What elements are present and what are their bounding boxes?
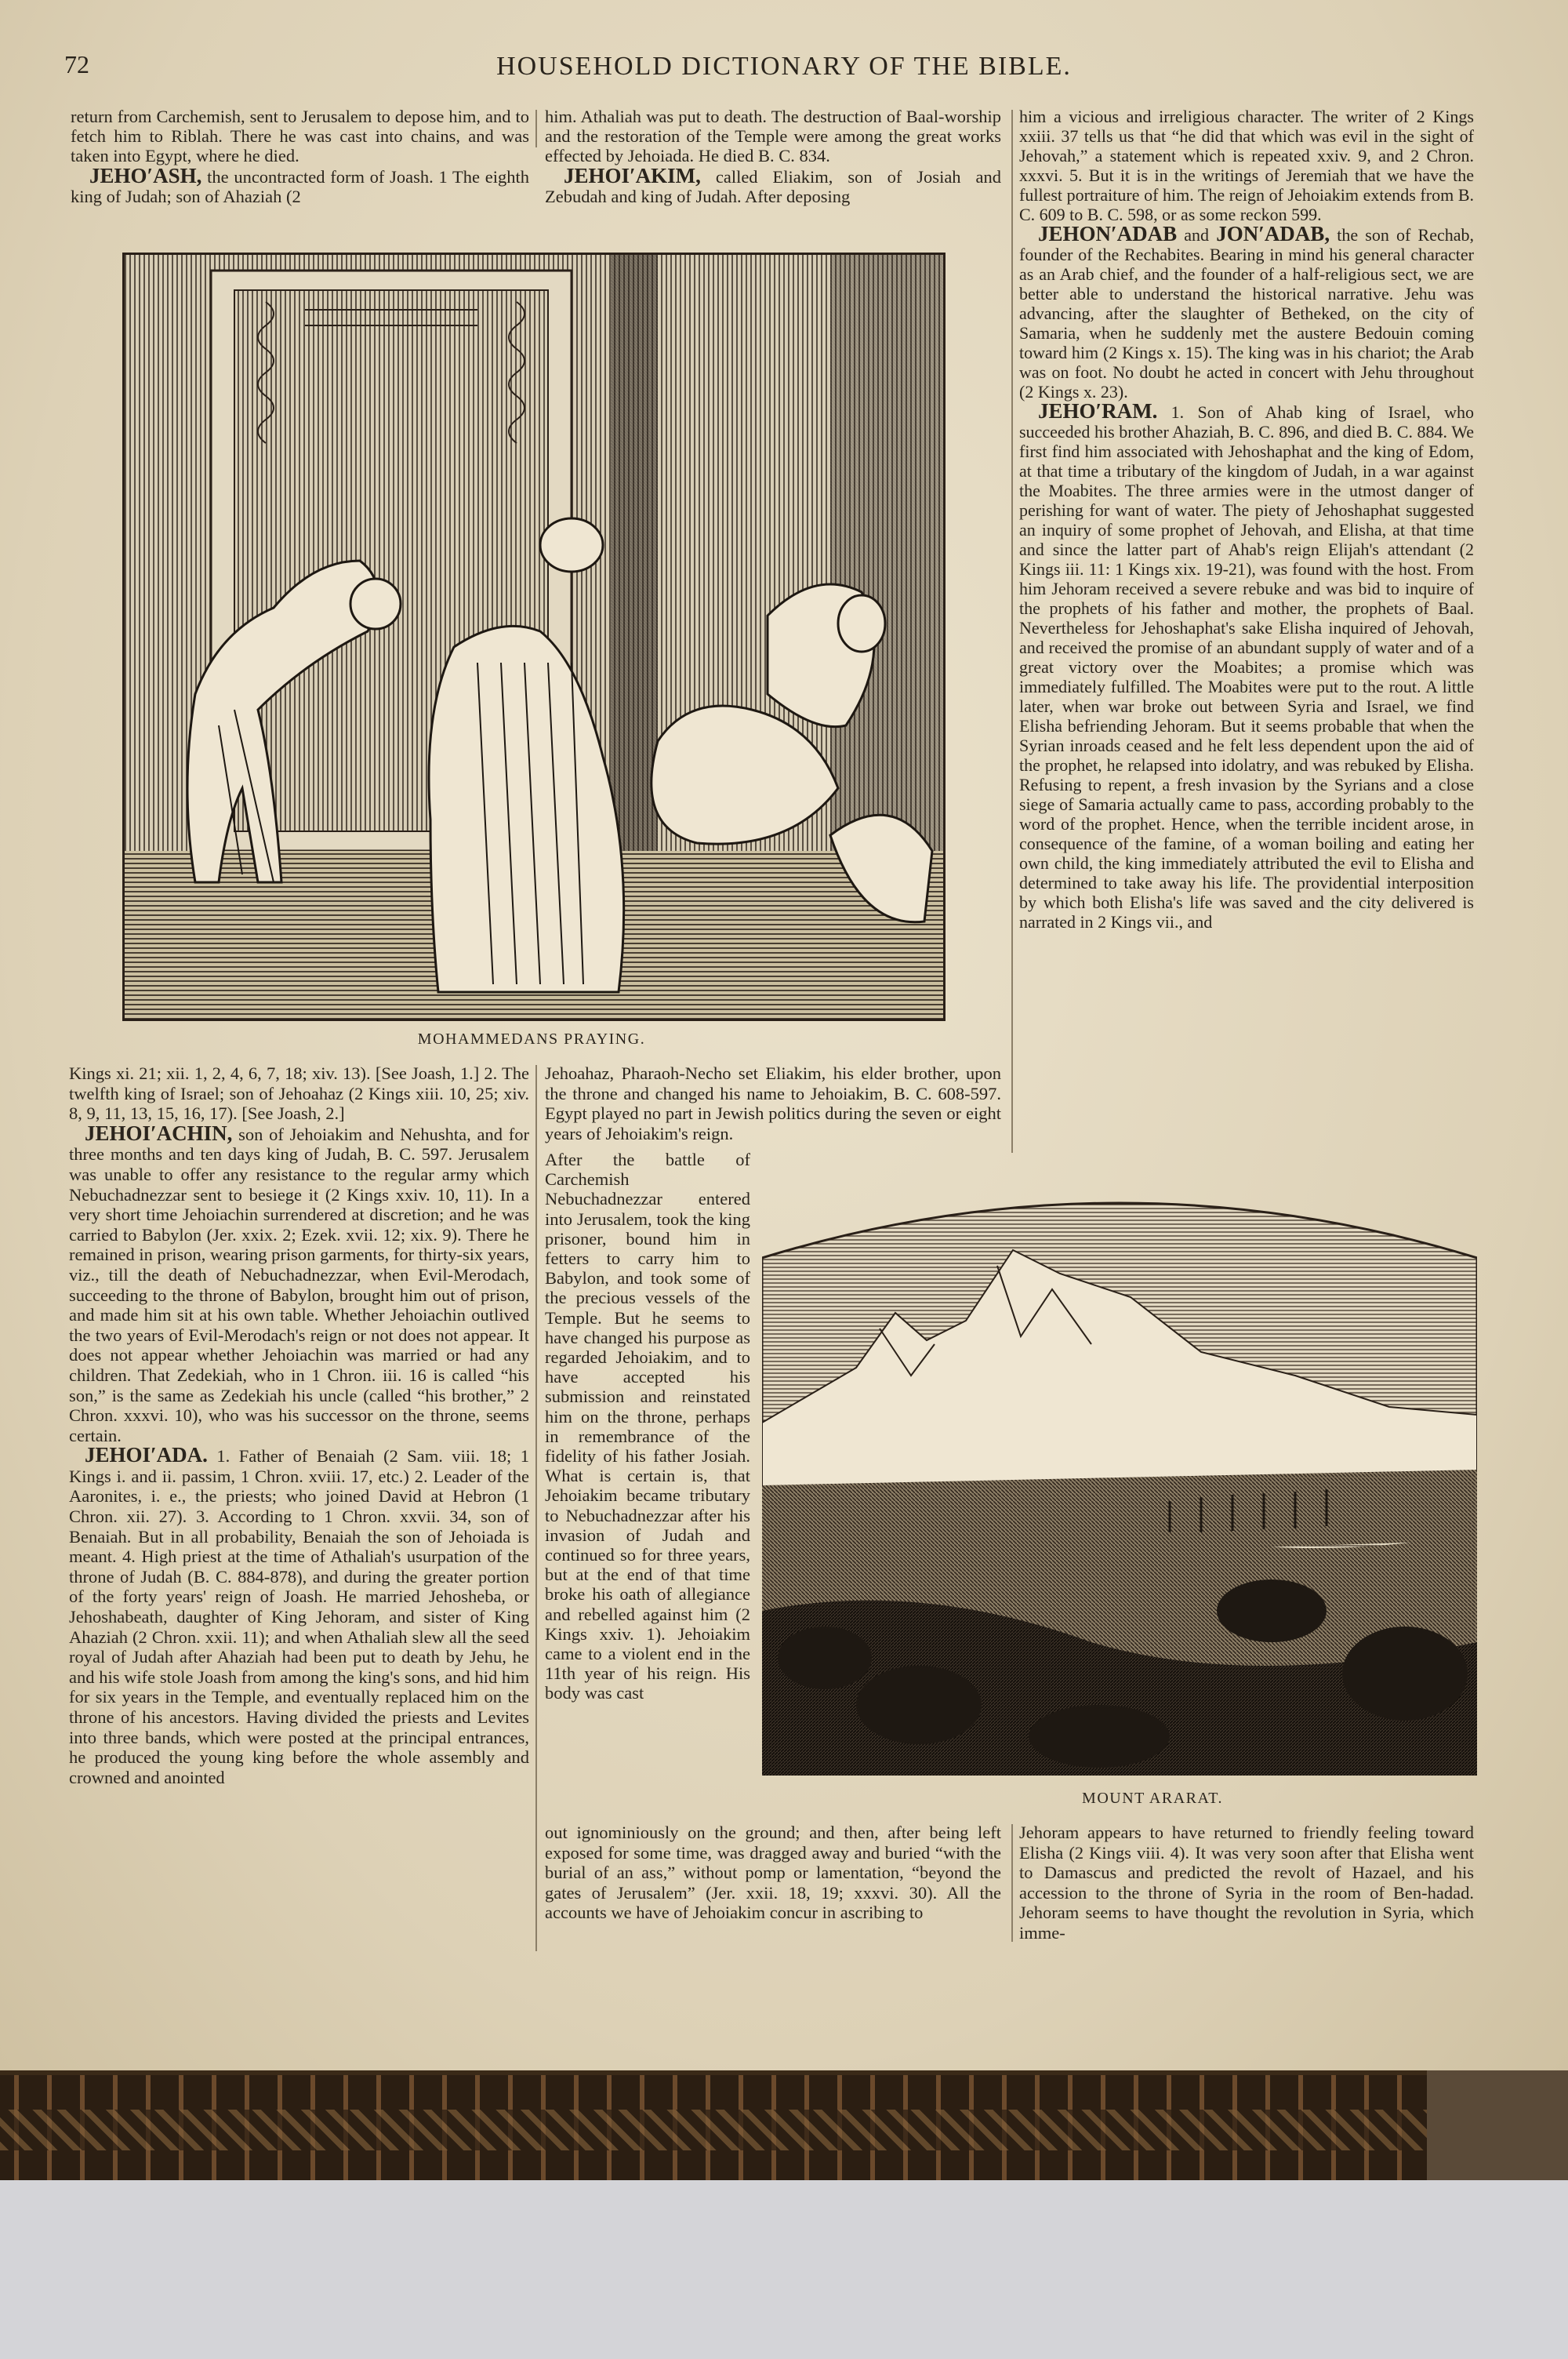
entry-jehoiada xyxy=(69,1445,529,1787)
column-2-narrow xyxy=(545,1150,750,1703)
column-rule xyxy=(1011,1824,1013,1942)
engraving-mount-ararat xyxy=(762,1172,1477,1776)
table-surface xyxy=(0,2180,1568,2359)
entry-jehoram xyxy=(1019,399,1474,932)
entry-jehoiakim-text: called Eliakim, son of Josiah and Zebudah and king of Judah. After deposing xyxy=(545,166,1002,206)
headword-jehoiakim: JEHOI′AKIM, xyxy=(564,163,701,187)
entry-jehoiakim-cont: Jehoahaz, Pharaoh-Necho set Eliakim, his elder brother, upon the throne and changed his name to Jehoiakim, B. C. 608-597. Egypt played no part in Jewish politics during the seven or eight years of Jehoiakim's reign. xyxy=(545,1063,1001,1143)
headword-connector: and xyxy=(1177,225,1217,245)
column-3-bottom xyxy=(1019,1823,1474,1943)
caption-mount-ararat: MOUNT ARARAT. xyxy=(1082,1790,1223,1807)
headword-jehonadab: JEHON′ADAB xyxy=(1038,222,1178,245)
caption-mohammedans-praying: MOHAMMEDANS PRAYING. xyxy=(417,1030,646,1048)
column-1-bottom xyxy=(69,1063,529,1787)
book-binding-edge xyxy=(0,2070,1427,2185)
entry-continuation-2: him. Athaliah was put to death. The destruction of Baal-worship and the restoration of the Temple were among the great works effected by Jehoiada. He died B. C. 834. xyxy=(545,107,1001,166)
headword-jehoiachin: JEHOI′ACHIN, xyxy=(85,1121,233,1145)
column-1-top xyxy=(71,107,529,206)
running-head: HOUSEHOLD DICTIONARY OF THE BIBLE. xyxy=(496,52,1072,81)
entry-continuation-4: Kings xi. 21; xii. 1, 2, 4, 6, 7, 18; xiv. 13). [See Joash, 1.] 2. The twelfth king of Israel; son of Jehoahaz (2 Kings xiii. 10, 25; xiv. 8, 9, 11, 13, 15, 16, 17). [See Joash, 2.] xyxy=(69,1063,529,1124)
column-2-top xyxy=(545,107,1001,206)
entry-jehoram-text: 1. Son of Ahab king of Israel, who succeeded his brother Ahaziah, B. C. 896, and died B. C. 884. We first find him associated with Jehoshaphat and the king of Edom, at that time a tributary of the kingdom of Judah, in a war against the Moabites. The three armies were in the utmost danger of perishing for want of water. The piety of Jehoshaphat suggested an inquiry of some prophet of Jehovah, and Elisha, at that time and since the latter part of Ahab's reign Elijah's attendant (2 Kings iii. 11: 1 Kings xix. 19-21), was found with the host. From him Jehoram received a severe rebuke and was bid to inquire of the prophets of his father and mother, the prophets of Baal. Nevertheless for Jehoshaphat's sake Elisha inquired of Jehovah, and received the promise of an abundant supply of water and of a great victory over the Moabites; a promise which was immediately fulfilled. The Moabites were put to the rout. A little later, when war broke out between Syria and Israel, we find Elisha befriending Jehoram. But it seems probable that when the Syrian inroads ceased and he felt less dependent upon the aid of the prophet, he relapsed into idolatry, and was rebuked by Elisha. Refusing to repent, a fresh invasion by the Syrians and a close siege of Samaria actually came to pass, according probably to the word of the prophet. Hence, when the terrible incident arose, in consequence of the famine, of a woman boiling and eating her own child, the king immediately attributed the evil to Elisha and determined to take away his life. The providential interposition by which both Elisha's life was saved and the city delivered is narrated in 2 Kings vii., and xyxy=(1019,402,1474,932)
engraving-mohammedans-praying xyxy=(122,253,946,1021)
praying-illustration xyxy=(125,255,943,1019)
headword-jonadab: JON′ADAB, xyxy=(1216,222,1330,245)
entry-jehoash-text: the uncontracted form of Joash. 1 The eighth king of Judah; son of Ahaziah (2 xyxy=(71,166,529,206)
entry-jehoiakim-end: out ignominiously on the ground; and then, after being left exposed for some time, was dragged away and buried “with the burial of an ass,” without pomp or lamentation, “beyond the gates of Jerusalem” (Jer. xxii. 18, 19; xxxvi. 30). All the accounts we have of Jehoiakim concur in ascribing to xyxy=(545,1823,1001,1923)
ararat-illustration xyxy=(762,1172,1477,1776)
entry-jehoiakim xyxy=(545,163,1002,206)
column-rule xyxy=(535,110,537,147)
column-rule xyxy=(535,1065,537,1951)
column-rule xyxy=(1011,110,1013,1153)
headword-jehoiada: JEHOI′ADA. xyxy=(85,1443,208,1467)
headword-jehoash: JEHO′ASH, xyxy=(89,163,202,187)
entry-jehoiada-text: 1. Father of Benaiah (2 Sam. viii. 18; 1 Kings i. and ii. passim, 1 Chron. xviii. 17, etc.) 2. Leader of the Aaronites, i. e., the priests; who joined David at Hebron (1 Chron. xii. 27). 3. According to 1 Chron. xxvii. 34, son of Benaiah. But in all probability, Benaiah the son of Jehoiada is meant. 4. High priest at the time of Athaliah's usurpation of the throne of Judah (B. C. 884-878), and during the greater portion of the forty years' reign of Joash. He married Jehosheba, or Jehoshabeath, daughter of King Jehoram, and sister of King Ahaziah (2 Chron. xxii. 11); and when Athaliah slew all the seed royal of Judah after Ahaziah had been put to death by Jehu, he and his wife stole Joash from among the king's sons, and hid him for six years in the Temple, and eventually replaced him on the throne of his ancestors. Having divided the priests and Levites into three bands, which were posted at the principal entrances, he produced the young king before the whole assembly and crowned and anointed xyxy=(69,1446,529,1787)
entry-continuation-3: him a vicious and irreligious character. The writer of 2 Kings xxiii. 37 tells us that “he did that which was evil in the sight of Jehovah,” a statement which is repeated xxiv. 9, and 2 Chron. xxxvi. 5. But it is in the writings of Jeremiah that we have the fullest portraiture of him. The reign of Jehoiakim extends from B. C. 609 to B. C. 598, or as some reckon 599. xyxy=(1019,107,1474,224)
entry-jehonadab-text: the son of Rechab, founder of the Rechabites. Bearing in mind his general character as an Arab chief, and the founder of a half-religious sect, we are better able to understand the historical narrative. Jehu was advancing, after the slaughter of Betheked, on the city of Samaria, when he suddenly met the austere Bedouin coming toward him (2 Kings x. 15). The king was in his chariot; the Arab was on foot. No doubt he acted in concert with Jehu throughout (2 Kings x. 23). xyxy=(1019,225,1474,402)
entry-jehoiachin-text: son of Jehoiakim and Nehushta, and for three months and ten days king of Judah, B. C. 597. Jerusalem was unable to offer any resistance to the regular army which Nebuchadnezzar sent to besiege it (2 Kings xxiv. 10, 11). In a very short time Jehoiachin surrendered at discretion; and he was carried to Babylon (Jer. xxix. 2; Ezek. xvii. 12; xix. 9). There he remained in prison, wearing prison garments, for thirty-six years, viz., till the death of Nebuchadnezzar, when Evil-Merodach, succeeding to the throne of Babylon, brought him out of prison, and made him sit at his own table. Whether Jehoiachin outlived the two years of Evil-Merodach's reign or not does not appear. It does not appear whether Jehoiachin was married or had any children. That Zedekiah, who in 1 Chron. iii. 16 is called “his son,” is the same as Zedekiah his uncle (called “his brother,” 2 Chron. xxxvi. 10), who was his successor on the throne, seems certain. xyxy=(69,1124,530,1445)
entry-jehoram-cont: Jehoram appears to have returned to friendly feeling toward Elisha (2 Kings viii. 4). It was very soon after that Elisha went to Damascus and predicted the revolt of Hazael, and his accession to the throne of Syria in the room of Ben-hadad. Jehoram seems to have thought the revolution in Syria, which imme- xyxy=(1019,1823,1474,1943)
entry-jehoash xyxy=(71,163,529,206)
entry-continuation: return from Carchemish, sent to Jerusalem to depose him, and to fetch him to Riblah. There he was cast into chains, and was taken into Egypt, where he died. xyxy=(71,107,529,166)
column-2-bottom-end xyxy=(545,1823,1001,1923)
column-3-top xyxy=(1019,107,1474,932)
headword-jehoram: JEHO′RAM. xyxy=(1038,399,1158,423)
entry-jehoiakim-narrow: After the battle of Carchemish Nebuchadnezzar entered into Jerusalem, took the king prisoner, bound him in fetters to carry him to Babylon, and took some of the precious vessels of the Temple. But he seems to have changed his purpose as regarded Jehoiakim, and to have accepted his submission and reinstated him on the throne, perhaps in remembrance of the fidelity of his father Josiah. What is certain is, that Jehoiakim became tributary to Nebuchadnezzar after his invasion of Judah and continued so for three years, but at the end of that time broke his oath of allegiance and rebelled against him (2 Kings xxiv. 1). Jehoiakim came to a violent end in the 11th year of his reign. His body was cast xyxy=(545,1150,750,1703)
column-2-bottom xyxy=(545,1063,1001,1143)
entry-jehonadab xyxy=(1019,224,1474,402)
entry-jehoiachin xyxy=(69,1121,530,1446)
page-number: 72 xyxy=(64,50,89,78)
